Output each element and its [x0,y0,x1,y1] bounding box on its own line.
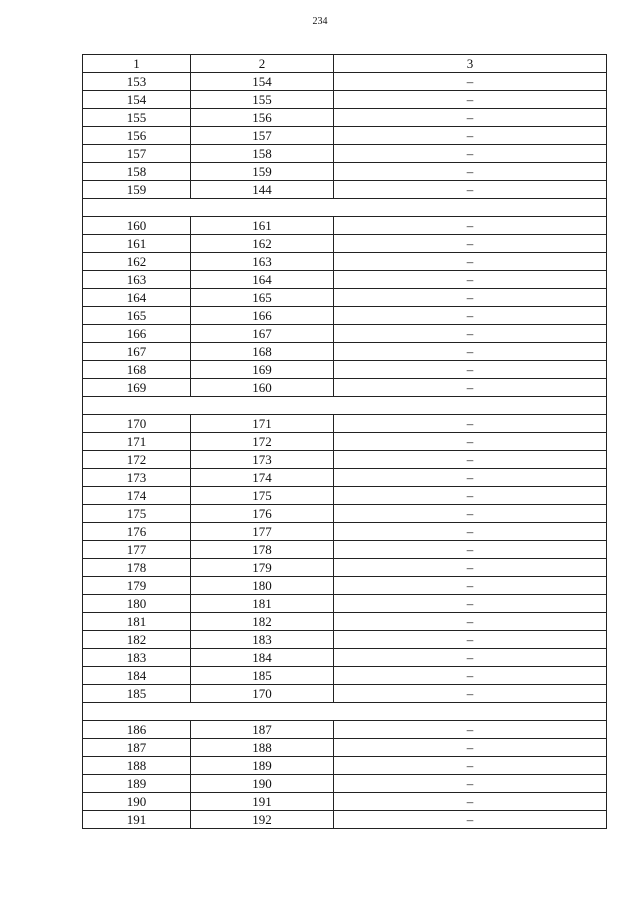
table-row [83,127,607,145]
table-row [83,253,607,271]
table-cell-col-1: 158 [83,163,191,181]
table-row [83,343,607,361]
table-cell-col-1: 156 [83,127,191,145]
table-cell-col-2: 177 [191,523,334,541]
table-cell-col-3: – [334,127,607,145]
table-row [83,505,607,523]
table-cell-col-1: 191 [83,811,191,829]
table-cell-col-3: – [334,307,607,325]
table-row [83,667,607,685]
table-row [83,91,607,109]
table-cell-col-2: 184 [191,649,334,667]
table-row [83,433,607,451]
table-row [83,577,607,595]
table-cell-col-2: 159 [191,163,334,181]
table-cell-col-1: 183 [83,649,191,667]
table-cell-col-2: 187 [191,721,334,739]
table-row [83,721,607,739]
table-cell-col-3: – [334,217,607,235]
table-body [83,55,607,829]
table-cell-col-1: 166 [83,325,191,343]
table-cell-col-1: 190 [83,793,191,811]
table-cell-col-1: 182 [83,631,191,649]
table-row [83,541,607,559]
table-cell-col-2: 169 [191,361,334,379]
group-separator-row [83,397,607,415]
table-cell-col-3: – [334,577,607,595]
table-row [83,73,607,91]
table-row [83,289,607,307]
table-cell-col-2: 188 [191,739,334,757]
table-cell-col-1: 164 [83,289,191,307]
table-cell-col-3: – [334,145,607,163]
table-cell-col-1: 189 [83,775,191,793]
page-number: 234 [312,16,328,27]
table-cell-col-3: – [334,343,607,361]
table-row [83,757,607,775]
table-cell-col-1: 171 [83,433,191,451]
table-cell-col-3: – [334,289,607,307]
table-row [83,739,607,757]
table-cell-col-3: – [334,541,607,559]
table-row [83,109,607,127]
table-cell-col-2: 191 [191,793,334,811]
table-cell-col-3: – [334,379,607,397]
table-cell-col-2: 164 [191,271,334,289]
table-cell-col-3: – [334,775,607,793]
table-cell-col-2: 155 [191,91,334,109]
table-cell-col-3: – [334,523,607,541]
table-cell-col-2: 168 [191,343,334,361]
table-cell-col-2: 179 [191,559,334,577]
table-cell-col-2: 192 [191,811,334,829]
table-cell-col-1: 181 [83,613,191,631]
table-cell-col-1: 161 [83,235,191,253]
table-row [83,217,607,235]
table-row [83,163,607,181]
table-cell-col-2: 163 [191,253,334,271]
table-row [83,613,607,631]
table-cell-col-3: – [334,559,607,577]
table-cell-col-3: – [334,649,607,667]
table-cell-col-1: 188 [83,757,191,775]
table-row [83,595,607,613]
table-cell-col-1: 154 [83,91,191,109]
table-cell-col-2: 173 [191,451,334,469]
table-cell-col-2: 167 [191,325,334,343]
table-row [83,361,607,379]
table-cell-col-3: – [334,487,607,505]
table-row [83,325,607,343]
group-separator-row [83,703,607,721]
table-cell-col-3: – [334,253,607,271]
header-cell-1: 1 [83,55,191,73]
table-cell-col-1: 169 [83,379,191,397]
table-cell-col-1: 176 [83,523,191,541]
table-cell-col-2: 171 [191,415,334,433]
table-cell-col-2: 154 [191,73,334,91]
table-cell-col-3: – [334,757,607,775]
table-cell-col-2: 165 [191,289,334,307]
table-row [83,487,607,505]
table-cell-col-2: 162 [191,235,334,253]
table-cell-col-1: 186 [83,721,191,739]
table-cell-col-3: – [334,469,607,487]
table-cell-col-1: 162 [83,253,191,271]
table-cell-col-1: 160 [83,217,191,235]
table-cell-col-3: – [334,109,607,127]
table-cell-col-1: 184 [83,667,191,685]
table-cell-col-2: 170 [191,685,334,703]
table-cell-col-2: 156 [191,109,334,127]
table-cell-col-3: – [334,415,607,433]
table-cell-col-2: 185 [191,667,334,685]
table-row [83,811,607,829]
table-cell-col-2: 172 [191,433,334,451]
table-cell-col-1: 178 [83,559,191,577]
table-cell-col-3: – [334,811,607,829]
table-row [83,415,607,433]
table-cell-col-1: 153 [83,73,191,91]
table-cell-col-3: – [334,235,607,253]
table-cell-col-3: – [334,793,607,811]
table-cell-col-1: 174 [83,487,191,505]
table-cell-col-1: 167 [83,343,191,361]
table-cell-col-3: – [334,361,607,379]
table-cell-col-2: 181 [191,595,334,613]
table-cell-col-3: – [334,595,607,613]
table-cell-col-3: – [334,685,607,703]
table-cell-col-3: – [334,325,607,343]
table-cell-col-1: 155 [83,109,191,127]
table-cell-col-2: 144 [191,181,334,199]
table-cell-col-3: – [334,667,607,685]
table-cell-col-3: – [334,613,607,631]
table-row [83,145,607,163]
table-cell-col-1: 170 [83,415,191,433]
table-cell-col-1: 187 [83,739,191,757]
table-cell-col-1: 163 [83,271,191,289]
table-row [83,469,607,487]
table-cell-col-1: 175 [83,505,191,523]
table-row [83,181,607,199]
table-row [83,271,607,289]
table-cell-col-3: – [334,433,607,451]
table-cell-col-1: 185 [83,685,191,703]
group-separator-cell [83,703,607,721]
group-separator-cell [83,199,607,217]
table-cell-col-3: – [334,505,607,523]
table-cell-col-2: 174 [191,469,334,487]
table-cell-col-2: 180 [191,577,334,595]
table-cell-col-2: 157 [191,127,334,145]
table-cell-col-2: 183 [191,631,334,649]
table-cell-col-3: – [334,631,607,649]
table-cell-col-3: – [334,181,607,199]
header-row [83,55,607,73]
table-cell-col-2: 175 [191,487,334,505]
table-cell-col-2: 158 [191,145,334,163]
table-cell-col-2: 160 [191,379,334,397]
table-cell-col-1: 173 [83,469,191,487]
table-cell-col-2: 161 [191,217,334,235]
table-cell-col-2: 176 [191,505,334,523]
table-row [83,379,607,397]
table-row [83,559,607,577]
table-cell-col-1: 165 [83,307,191,325]
table-row [83,235,607,253]
table-row [83,793,607,811]
table-cell-col-3: – [334,721,607,739]
table-row [83,649,607,667]
table-cell-col-1: 180 [83,595,191,613]
table-cell-col-1: 159 [83,181,191,199]
table-cell-col-1: 179 [83,577,191,595]
table-cell-col-3: – [334,73,607,91]
table-row [83,685,607,703]
header-cell-3: 3 [334,55,607,73]
sequence-table [82,54,607,829]
table-cell-col-3: – [334,451,607,469]
table-cell-col-3: – [334,91,607,109]
table-cell-col-2: 189 [191,757,334,775]
table-cell-col-2: 166 [191,307,334,325]
table-cell-col-2: 178 [191,541,334,559]
table-row [83,523,607,541]
table-cell-col-3: – [334,163,607,181]
header-cell-2: 2 [191,55,334,73]
table-cell-col-2: 182 [191,613,334,631]
table-cell-col-2: 190 [191,775,334,793]
table-cell-col-1: 172 [83,451,191,469]
group-separator-row [83,199,607,217]
group-separator-cell [83,397,607,415]
table-cell-col-1: 168 [83,361,191,379]
table-cell-col-1: 177 [83,541,191,559]
table-row [83,307,607,325]
table-cell-col-1: 157 [83,145,191,163]
table-row [83,451,607,469]
table-cell-col-3: – [334,271,607,289]
table-row [83,775,607,793]
table-cell-col-3: – [334,739,607,757]
table-row [83,631,607,649]
